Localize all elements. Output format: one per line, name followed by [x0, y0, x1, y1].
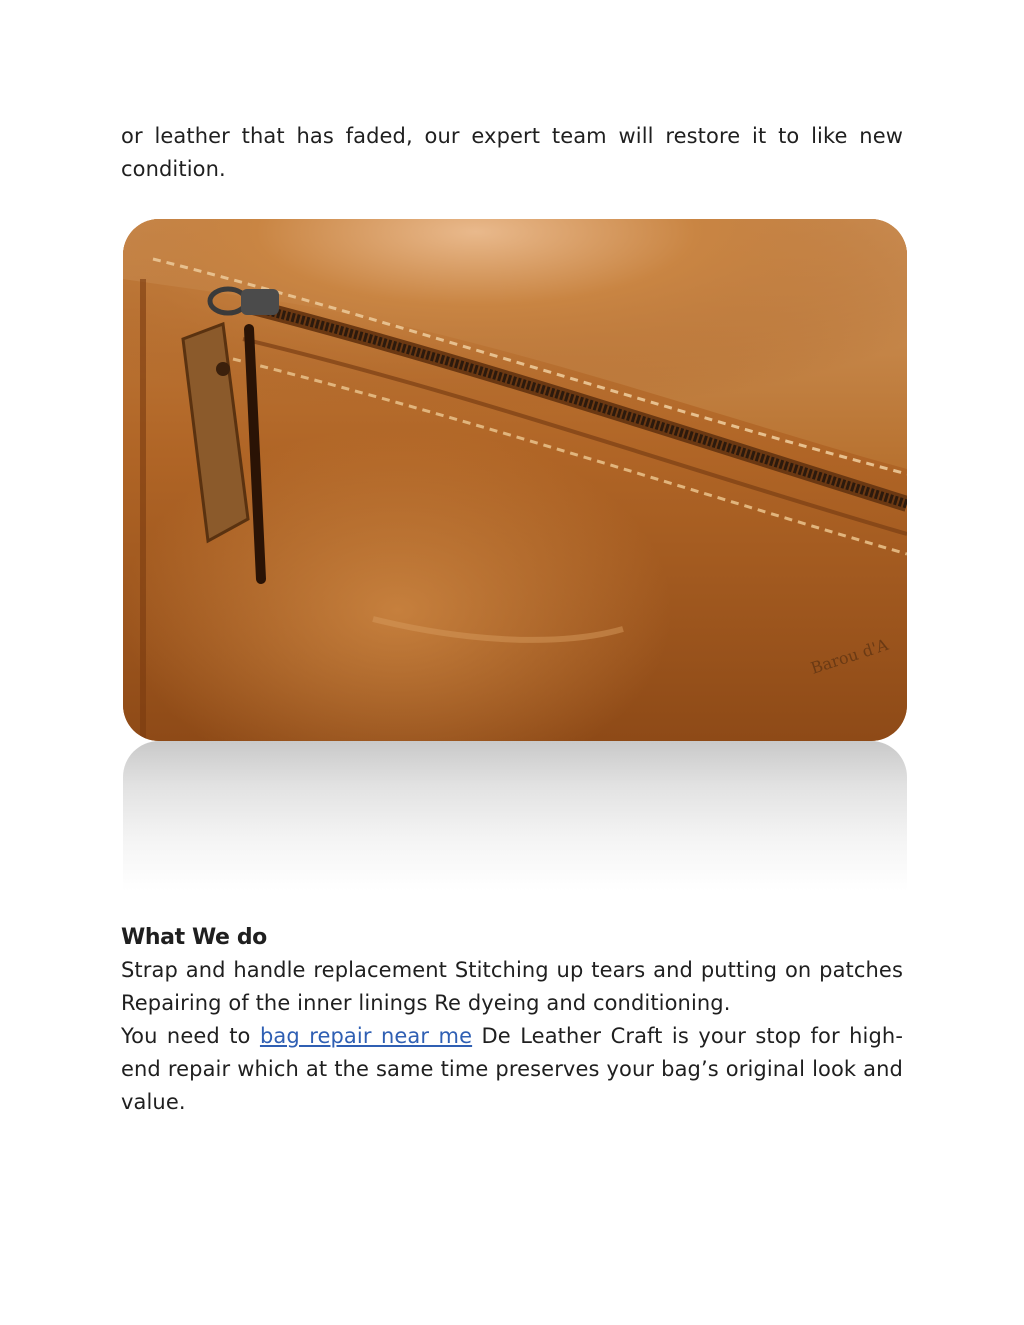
cta-paragraph [121, 1020, 903, 1119]
services-paragraph: Strap and handle replacement Stitching up tears and putting on patches Repairing of the inner linings Re dyeing and conditioning. [121, 958, 903, 1015]
brand-stamp: Barou d'A [808, 634, 891, 678]
section-heading: What We do [121, 925, 267, 950]
photo-reflection [123, 741, 907, 891]
leather-bag-photo [123, 219, 907, 741]
cta-prefix: You need to [121, 1024, 260, 1048]
cta-suffix: De Leather Craft is your stop for high-end repair which at the same time preserves your bag’s original look and value. [121, 1024, 904, 1114]
section-body [121, 954, 903, 1119]
bag-repair-link[interactable]: bag repair near me [259, 1024, 473, 1048]
intro-paragraph: or leather that has faded, our expert team will restore it to like new condition. [121, 124, 903, 181]
